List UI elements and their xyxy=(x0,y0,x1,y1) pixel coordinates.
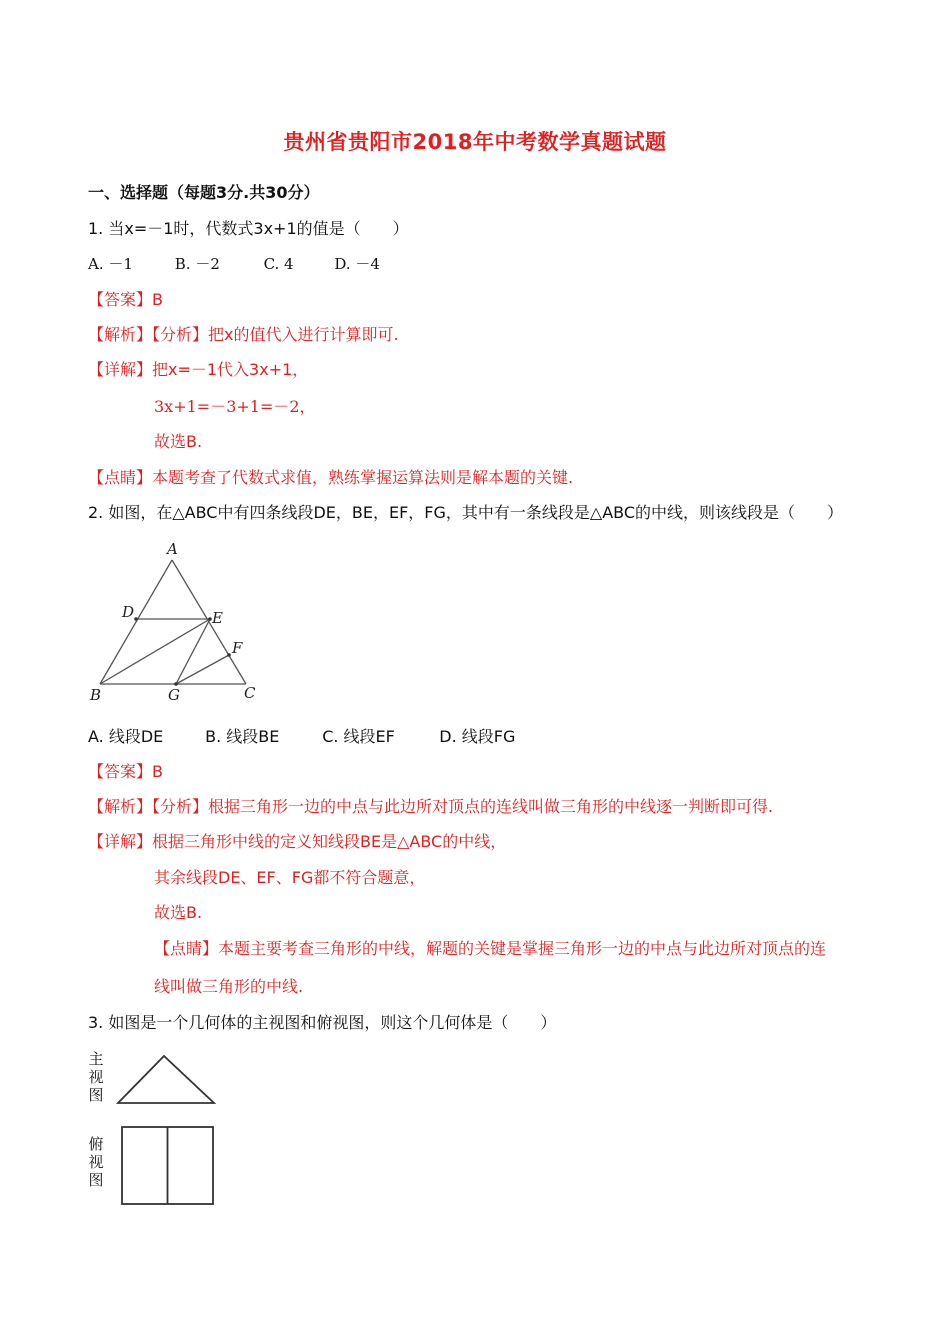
q1-detail-line2: 3x+1=－3+1=－2， xyxy=(154,397,316,416)
q2-option-b: B. 线段BE xyxy=(205,727,280,746)
q3-stem: 3. 如图是一个几何体的主视图和俯视图，则这个几何体是（ ） xyxy=(88,1013,557,1032)
q2-comment-line1: 【点睛】本题主要考查三角形的中线，解题的关键是掌握三角形一边的中点与此边所对顶点的连 xyxy=(154,939,827,958)
q1-detail: 【详解】把x=－1代入3x+1， xyxy=(88,360,309,379)
q1-option-d: D. －4 xyxy=(334,255,380,273)
q2-analysis: 【解析】【分析】根据三角形一边的中点与此边所对顶点的连线叫做三角形的中线逐一判断即可得. xyxy=(88,797,774,816)
q2-option-d: D. 线段FG xyxy=(439,727,516,746)
front-view-label: 主视图 xyxy=(88,1050,104,1104)
q2-detail-line3: 故选B. xyxy=(154,903,203,922)
section-heading: 一、选择题（每题3分.共30分） xyxy=(88,183,320,202)
label-a: A xyxy=(167,540,178,558)
label-e: E xyxy=(212,609,223,627)
q1-options xyxy=(88,253,380,274)
q1-option-a: A. －1 xyxy=(88,255,133,273)
segment-ab xyxy=(100,560,172,684)
q2-triangle-figure xyxy=(86,538,266,708)
front-view-triangle xyxy=(112,1052,222,1110)
q2-detail-line2: 其余线段DE、EF、FG都不符合题意， xyxy=(154,868,426,887)
label-d: D xyxy=(122,603,135,621)
q2-comment-line2: 线叫做三角形的中线. xyxy=(154,977,304,996)
point-d xyxy=(134,617,138,621)
label-c: C xyxy=(244,684,256,702)
q1-option-c: C. 4 xyxy=(263,255,294,273)
q2-stem: 2. 如图，在△ABC中有四条线段DE，BE，EF，FG，其中有一条线段是△ABC的中线，则该线段是（ ） xyxy=(88,503,844,522)
q1-comment: 【点睛】本题考查了代数式求值，熟练掌握运算法则是解本题的关键. xyxy=(88,468,574,487)
label-f: F xyxy=(232,639,243,657)
q2-option-c: C. 线段EF xyxy=(322,727,395,746)
q1-analysis: 【解析】【分析】把x的值代入进行计算即可. xyxy=(88,325,399,344)
q2-options xyxy=(88,724,515,747)
q1-stem: 1. 当x=－1时，代数式3x+1的值是（ ） xyxy=(88,219,409,238)
q1-option-b: B. －2 xyxy=(174,255,220,273)
q2-answer: 【答案】B xyxy=(88,762,163,781)
top-view-rectangle xyxy=(118,1124,218,1208)
label-b: B xyxy=(90,686,102,704)
q2-detail: 【详解】根据三角形中线的定义知线段BE是△ABC的中线， xyxy=(88,832,507,851)
q1-detail-line3: 故选B. xyxy=(154,432,203,451)
label-g: G xyxy=(168,686,180,704)
top-view-label: 俯视图 xyxy=(88,1135,104,1189)
q1-answer: 【答案】B xyxy=(88,290,163,309)
q2-option-a: A. 线段DE xyxy=(88,727,164,746)
page-title: 贵州省贵阳市2018年中考数学真题试题 xyxy=(283,130,667,154)
point-f xyxy=(227,653,231,657)
